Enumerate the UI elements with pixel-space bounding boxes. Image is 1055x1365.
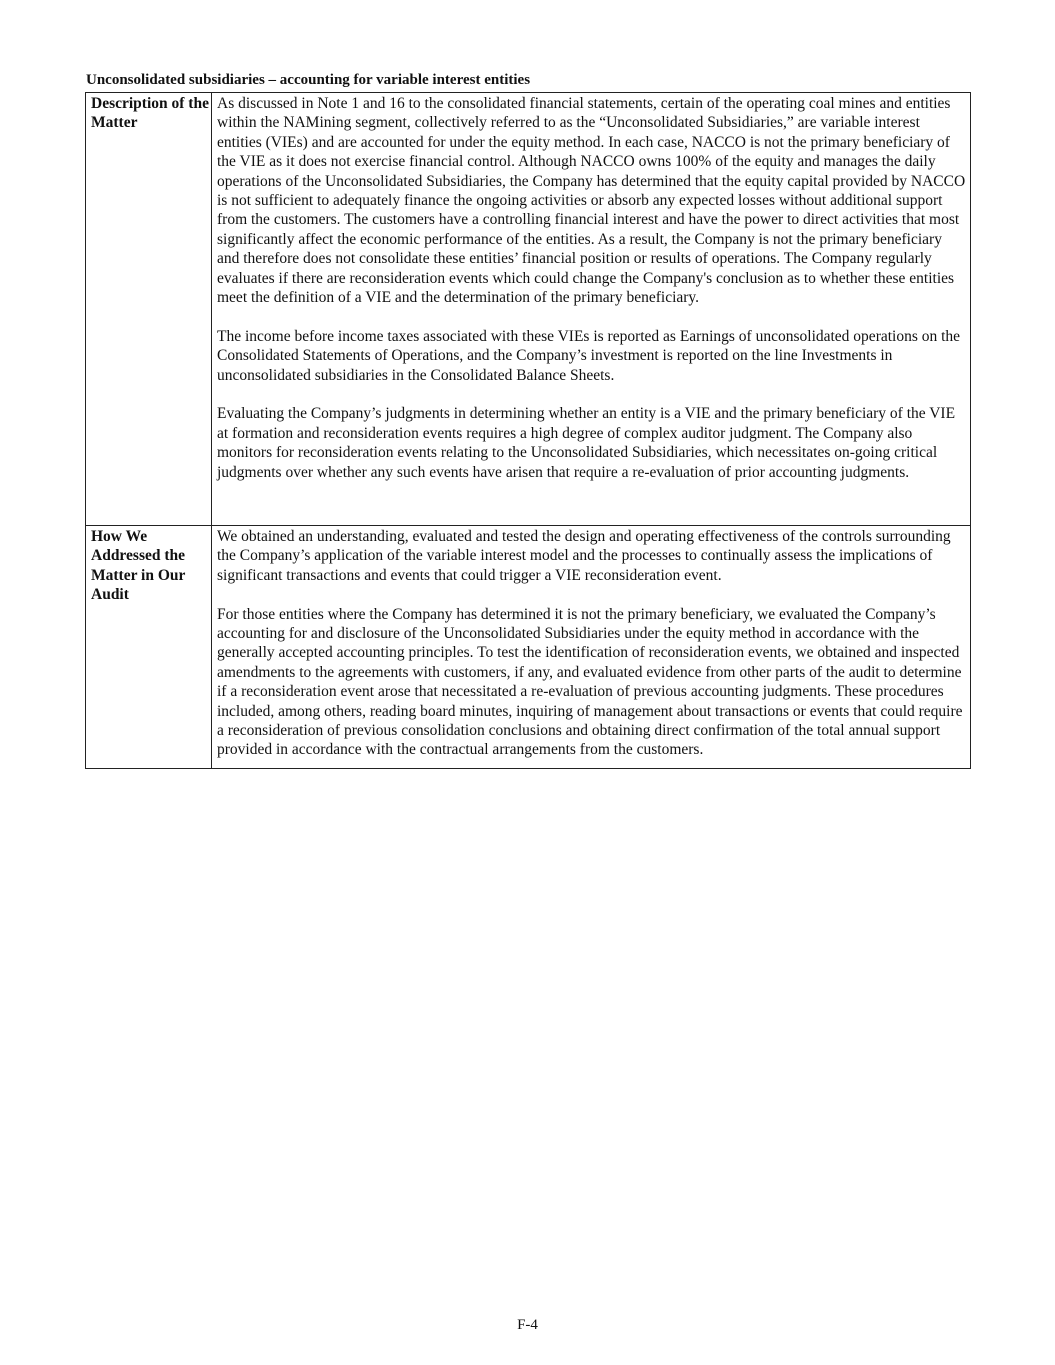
paragraph: We obtained an understanding, evaluated and tested the design and operating effectiveness of the controls surrounding the Company’s application of the variable interest model and the processes to continually assess the implications of significant transactions and events that could trigger a VIE reconsideration event. [217,528,951,584]
row-label-description: Description of the Matter [86,93,212,526]
page-number: F-4 [517,1317,538,1333]
row-body-audit-response [212,526,971,769]
section-heading: Unconsolidated subsidiaries – accounting for variable interest entities [86,72,531,88]
paragraph: The income before income taxes associated with these VIEs is reported as Earnings of unconsolidated operations on the Consolidated Statements of Operations, and the Company’s investment is reported on the line Investments in unconsolidated subsidiaries in the Consolidated Balance Sheets. [217,327,961,384]
row-label-audit-response: How We Addressed the Matter in Our Audit [86,526,212,769]
paragraph: For those entities where the Company has determined it is not the primary beneficiary, we evaluated the Company’s accounting for and disclosure of the Unconsolidated Subsidiaries under the equity method in accordance with the generally accepted accounting principles. To test the identification of reconsideration events, we obtained and inspected amendments to the agreements with customers, if any, and evaluated evidence from other parts of the audit to determine if a reconsideration event arose that necessitated a re-evaluation of previous accounting judgments. These procedures included, among others, reading board minutes, inquiring of management about transactions or events that could require a reconsideration of previous consolidation conclusions and obtaining direct confirmation of the total annual support provided in accordance with the contractual arrangements from the customers. [217,605,963,759]
paragraph: Evaluating the Company’s judgments in determining whether an entity is a VIE and the primary beneficiary of the VIE at formation and reconsideration events requires a high degree of complex auditor judgment. The Company also monitors for reconsideration events relating to the Unconsolidated Subsidiaries, which necessitates on-going critical judgments over whether any such events have arisen that require a re-evaluation of prior accounting judgments. [217,405,956,481]
table-row-audit-response [86,526,971,769]
critical-audit-matter-table [85,92,971,769]
table-row-description [86,93,971,526]
row-body-description [212,93,971,526]
paragraph: As discussed in Note 1 and 16 to the consolidated financial statements, certain of the operating coal mines and entities within the NAMining segment, collectively referred to as the “Unconsolidated Subsidiaries,” are variable interest entities (VIEs) and are accounted for under the equity method. In each case, NACCO is not the primary beneficiary of the VIE as it does not exercise financial control. Although NACCO owns 100% of the equity and manages the daily operations of the Unconsolidated Subsidiaries, the Company has determined that the equity capital provided by NACCO is not sufficient to adequately finance the ongoing activities or absorb any expected losses without additional support from the customers. The customers have a controlling financial interest and have the power to direct activities that most significantly affect the economic performance of the entities. As a result, the Company is not the primary beneficiary and therefore does not consolidate these entities’ financial position or results of operations. The Company regularly evaluates if there are reconsideration events which could change the Company's conclusion as to whether these entities meet the definition of a VIE and the determination of the primary beneficiary. [217,95,966,307]
